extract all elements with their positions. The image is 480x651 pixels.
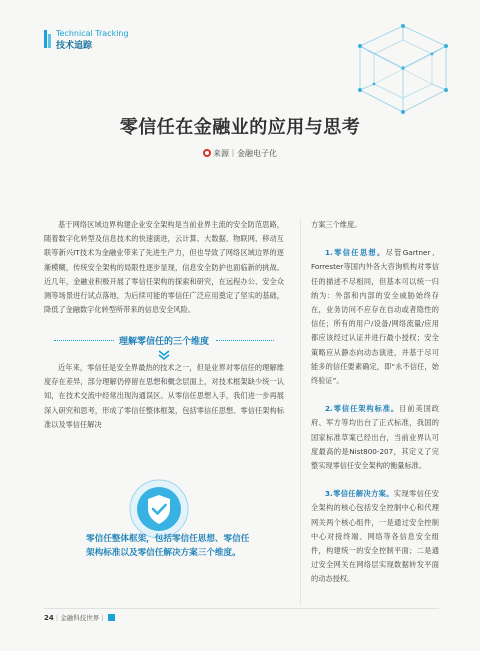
cube-network-icon bbox=[328, 18, 478, 128]
item-1-label: 1.零信任思想。 bbox=[325, 248, 386, 258]
left-column-section bbox=[44, 361, 284, 432]
bars-icon bbox=[44, 30, 52, 48]
page-number: 24 bbox=[44, 614, 54, 622]
heading-rule-right bbox=[216, 340, 274, 341]
item-3-text: 实现零信任安全架构的核心包括安全控制中心和代理网关两个核心组件，一是通过安全控制中心对接终端、网络等各信息安全组件，构建统一的安全控制平面；二是通过安全网关在网络层实现数据转发平面的动态授权。 bbox=[311, 489, 439, 584]
article-source bbox=[0, 148, 480, 159]
section-paragraph: 近年来，零信任是安全界最热的技术之一，但是业界对零信任的理解维度存在差异，部分理解仍停留在思想和概念层面上，对技术框架缺少统一认知，在技术交流中经常出现沟通误区。从零信任思想入手，我们进一步再展深入研究和思考，形成了零信任整体框架，包括零信任思想、零信任架构标准以及零信任解决 bbox=[44, 363, 284, 429]
column-divider bbox=[300, 220, 301, 605]
shield-check-icon bbox=[128, 478, 190, 540]
double-chevron-down-icon bbox=[156, 350, 172, 360]
page-footer bbox=[44, 613, 115, 622]
item-1 bbox=[311, 246, 439, 388]
article-title: 零信任在金融业的应用与思考 bbox=[119, 117, 361, 138]
header-english: Technical Tracking bbox=[56, 29, 129, 38]
item-2-label: 2.零信任架构标准。 bbox=[325, 404, 400, 414]
left-column-intro bbox=[44, 218, 284, 317]
source-text: 来源｜金融电子化 bbox=[213, 149, 277, 158]
source-logo-icon bbox=[203, 149, 211, 157]
section-title: 理解零信任的三个维度 bbox=[118, 337, 209, 347]
footer-text: ｜金融科技世界｜ bbox=[53, 614, 106, 622]
intro-paragraph: 基于网络区域边界构建企业安全架构是当前业界主流的安全防范思路，随着数字化转型及信息技术的快速演进，云计算、大数据、物联网、移动互联等新兴IT技术为金融业带来了先进生产力，但也导致了网络区域边界的逐渐模糊，传统安全架构的局限性逐步显现，信息安全防护也面临新的挑战。近几年，金融业积极开展了零信任架构的探索和研究，在远程办公、安全众测等场景进行试点落地，为后续可能的零信任广泛应用奠定了坚实的基础，降低了金融数字化转型所带来的信息安全风险。 bbox=[44, 220, 284, 315]
item-2-text: 目前美国政府、军方等均出台了正式标准，我国的国家标准草案已经出台，当前业界认可度最高的是Nist800-207，其定义了完整实现零信任安全架构的衡量标准。 bbox=[311, 404, 439, 471]
pull-quote: 零信任整体框架，包括零信任思想、零信任架构标准以及零信任解决方案三个维度。 bbox=[86, 534, 250, 558]
item-3-label: 3.零信任解决方案。 bbox=[325, 489, 394, 499]
item-3 bbox=[311, 487, 439, 586]
right-column bbox=[311, 218, 439, 587]
item-1-text: 尽管Gartner、Forrester等国内外各大咨询机构对零信任的描述不尽相同，但基本可以统一归纳为：外部和内部的安全威胁始终存在，业务访问不应存在自动或者隐性的信任；所有的用户/设备/网络流量/应用都应该经过认证并进行最小授权；安全策略应从静态向动态演进，并基于尽可能多的信任要素确定，即“永不信任，始终验证”。 bbox=[311, 248, 440, 386]
item-2 bbox=[311, 402, 439, 473]
section-heading bbox=[44, 330, 284, 352]
right-lead: 方案三个维度。 bbox=[311, 220, 362, 229]
footer-mark-icon bbox=[108, 614, 115, 621]
header-chinese: 技术追踪 bbox=[56, 41, 93, 51]
footer-rule bbox=[44, 608, 439, 609]
